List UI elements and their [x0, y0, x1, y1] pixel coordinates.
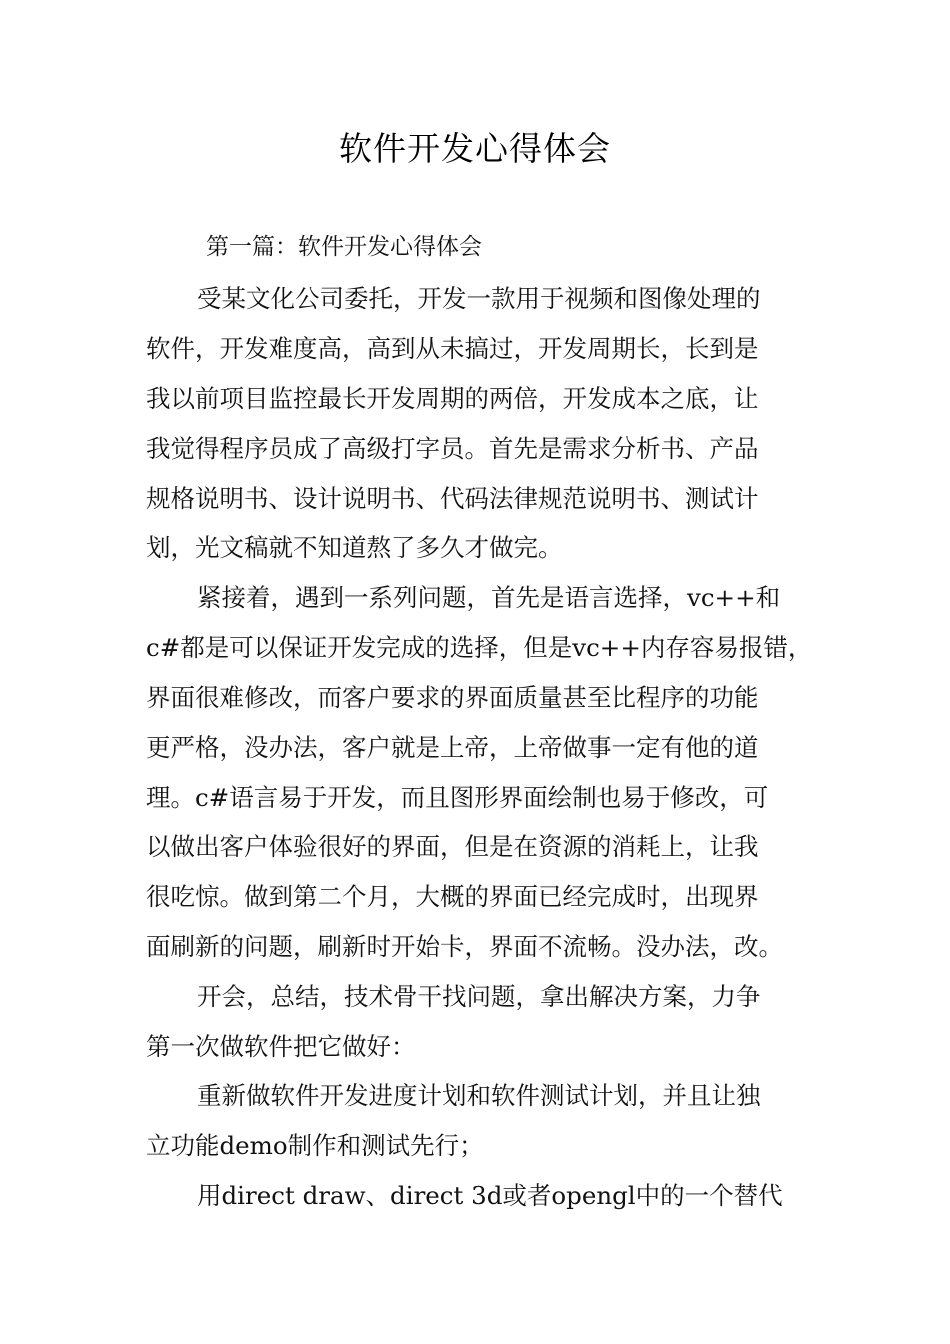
paragraph-line: 面刷新的问题，刷新时开始卡，界面不流畅。没办法，改。	[146, 932, 783, 961]
paragraph-line: 界面很难修改，而客户要求的界面质量甚至比程序的功能	[146, 683, 759, 712]
paragraph-line: 理。c#语言易于开发，而且图形界面绘制也易于修改，可	[146, 783, 769, 812]
paragraph-line: 规格说明书、设计说明书、代码法律规范说明书、测试计	[146, 484, 759, 513]
paragraph-line: 紧接着，遇到一系列问题，首先是语言选择，vc++和	[197, 583, 781, 612]
paragraph-line: 受某文化公司委托，开发一款用于视频和图像处理的	[197, 284, 761, 313]
paragraph-line: 我以前项目监控最长开发周期的两倍，开发成本之底，让	[146, 384, 759, 413]
paragraph-line: 很吃惊。做到第二个月，大概的界面已经完成时，出现界	[146, 882, 759, 911]
paragraph-line: 重新做软件开发进度计划和软件测试计划，并且让独	[197, 1081, 761, 1110]
paragraph-line: 软件，开发难度高，高到从未搞过，开发周期长，长到是	[146, 334, 759, 363]
paragraph-line: 用direct draw、direct 3d或者opengl中的一个替代	[197, 1181, 783, 1210]
paragraph-line: 开会，总结，技术骨干找问题，拿出解决方案，力争	[197, 982, 761, 1011]
paragraph-line: 以做出客户体验很好的界面，但是在资源的消耗上，让我	[146, 832, 759, 861]
paragraph-line: 划，光文稿就不知道熬了多久才做完。	[146, 533, 563, 562]
section-heading: 第一篇：软件开发心得体会	[206, 234, 482, 260]
document-title: 软件开发心得体会	[339, 129, 611, 168]
paragraph-line: 立功能demo制作和测试先行；	[146, 1131, 484, 1160]
paragraph-line: c#都是可以保证开发完成的选择，但是vc++内存容易报错，	[146, 633, 813, 662]
paragraph-line: 我觉得程序员成了高级打字员。首先是需求分析书、产品	[146, 434, 759, 463]
paragraph-line: 更严格，没办法，客户就是上帝，上帝做事一定有他的道	[146, 733, 759, 762]
paragraph-line: 第一次做软件把它做好：	[146, 1032, 416, 1061]
